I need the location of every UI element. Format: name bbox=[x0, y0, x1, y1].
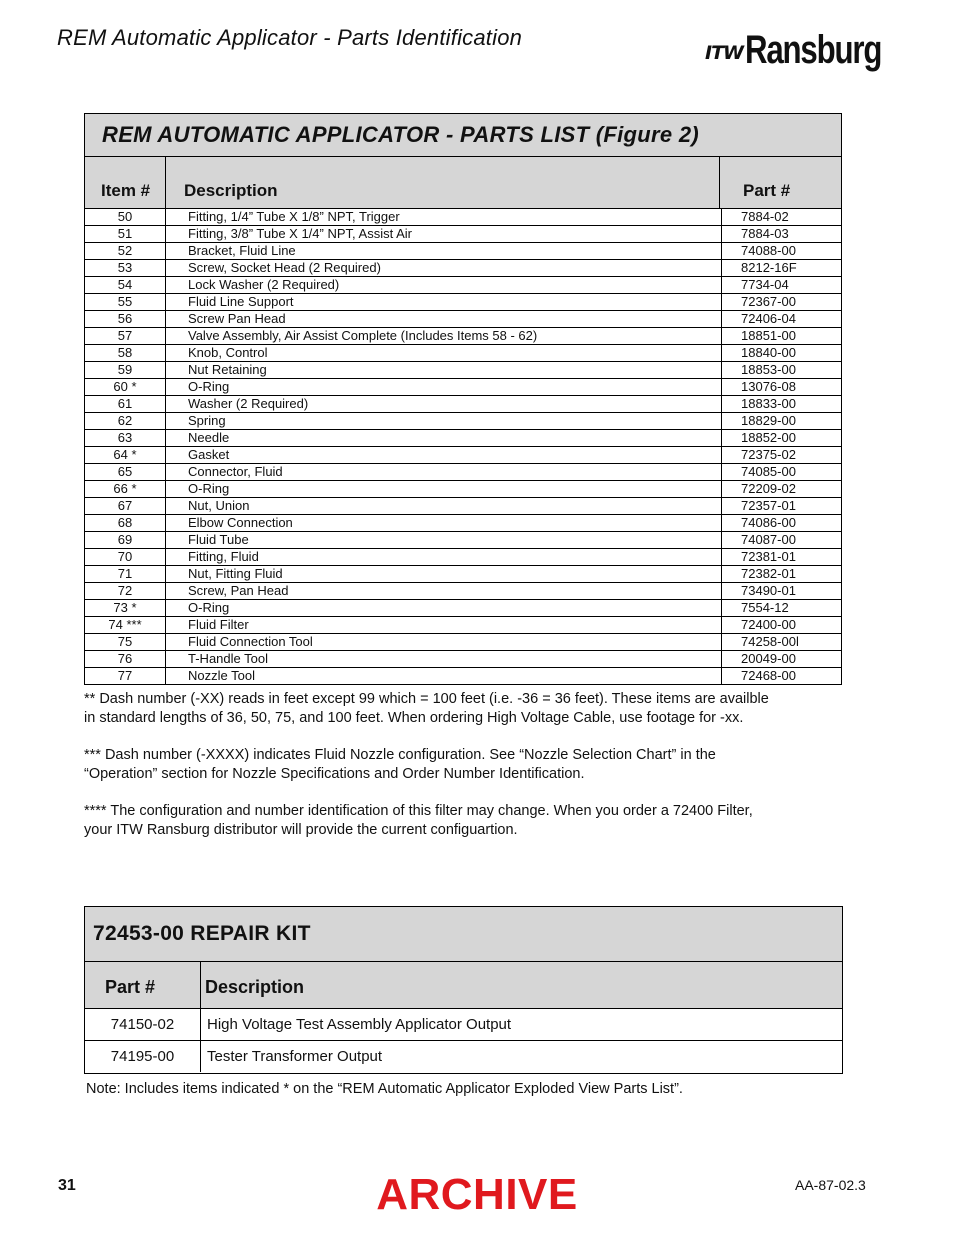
table-row bbox=[85, 481, 841, 498]
item-number: 70 bbox=[85, 549, 166, 566]
table-row bbox=[85, 464, 841, 481]
item-number: 57 bbox=[85, 328, 166, 345]
kit-part-description: Tester Transformer Output bbox=[207, 1048, 383, 1065]
part-description: Fitting, 3/8” Tube X 1/4” NPT, Assist Air bbox=[166, 226, 722, 243]
part-description: O-Ring bbox=[166, 481, 722, 498]
part-description: Nozzle Tool bbox=[166, 668, 722, 685]
table-row bbox=[85, 260, 841, 277]
item-number: 69 bbox=[85, 532, 166, 549]
part-number: 18852-00 bbox=[722, 430, 842, 447]
repair-kit-note: Note: Includes items indicated * on the “REM Automatic Applicator Exploded View Parts List”. bbox=[86, 1081, 683, 1097]
item-number: 68 bbox=[85, 515, 166, 532]
part-number: 72400-00 bbox=[722, 617, 842, 634]
item-number: 59 bbox=[85, 362, 166, 379]
table-row bbox=[85, 311, 841, 328]
item-number: 62 bbox=[85, 413, 166, 430]
table-row bbox=[85, 345, 841, 362]
item-number: 75 bbox=[85, 634, 166, 651]
part-description: Nut, Union bbox=[166, 498, 722, 515]
part-number: 18851-00 bbox=[722, 328, 842, 345]
part-description: Screw, Pan Head bbox=[166, 583, 722, 600]
table-row bbox=[85, 600, 841, 617]
table-row bbox=[85, 651, 841, 668]
item-number: 76 bbox=[85, 651, 166, 668]
footnote-filter: **** The configuration and number identification of this filter may change. When you order a 72400 Filter, your ITW Ransburg distributor will provide the current configuartion. bbox=[84, 803, 753, 838]
repair-kit-table bbox=[84, 906, 843, 1074]
part-description: Nut Retaining bbox=[166, 362, 722, 379]
part-number: 72381-01 bbox=[722, 549, 842, 566]
page-number: 31 bbox=[58, 1177, 76, 1194]
item-number: 54 bbox=[85, 277, 166, 294]
part-description: Connector, Fluid bbox=[166, 464, 722, 481]
item-number: 73 * bbox=[85, 600, 166, 617]
part-description: Needle bbox=[166, 430, 722, 447]
table-row bbox=[85, 617, 841, 634]
kit-part-number: 74150-02 bbox=[85, 1009, 201, 1041]
table-row bbox=[85, 328, 841, 345]
item-number: 72 bbox=[85, 583, 166, 600]
table-row bbox=[85, 447, 841, 464]
part-number: 18853-00 bbox=[722, 362, 842, 379]
table-row bbox=[85, 379, 841, 396]
part-number: 7884-02 bbox=[722, 209, 842, 226]
archive-watermark: ARCHIVE bbox=[376, 1170, 578, 1219]
part-description: O-Ring bbox=[166, 379, 722, 396]
kit-column-header-part: Part # bbox=[105, 977, 156, 997]
part-number: 74088-00 bbox=[722, 243, 842, 260]
kit-column-header-description: Description bbox=[205, 977, 305, 997]
part-description: Fluid Tube bbox=[166, 532, 722, 549]
item-number: 60 * bbox=[85, 379, 166, 396]
item-number: 55 bbox=[85, 294, 166, 311]
item-number: 67 bbox=[85, 498, 166, 515]
table-row bbox=[85, 294, 841, 311]
part-number: 74087-00 bbox=[722, 532, 842, 549]
part-number: 72406-04 bbox=[722, 311, 842, 328]
table-row bbox=[85, 1041, 842, 1073]
part-number: 13076-08 bbox=[722, 379, 842, 396]
part-description: Spring bbox=[166, 413, 722, 430]
table-row bbox=[85, 583, 841, 600]
part-description: Fluid Filter bbox=[166, 617, 722, 634]
part-number: 72382-01 bbox=[722, 566, 842, 583]
item-number: 66 * bbox=[85, 481, 166, 498]
item-number: 53 bbox=[85, 260, 166, 277]
table-row bbox=[85, 209, 841, 226]
part-description: O-Ring bbox=[166, 600, 722, 617]
table-row bbox=[85, 668, 841, 685]
footnotes bbox=[84, 690, 784, 858]
item-number: 58 bbox=[85, 345, 166, 362]
table-row bbox=[85, 226, 841, 243]
part-number: 74085-00 bbox=[722, 464, 842, 481]
item-number: 56 bbox=[85, 311, 166, 328]
item-number: 74 *** bbox=[85, 617, 166, 634]
table-row bbox=[85, 566, 841, 583]
table-row bbox=[85, 243, 841, 260]
part-number: 72375-02 bbox=[722, 447, 842, 464]
item-number: 77 bbox=[85, 668, 166, 685]
part-description: Fitting, 1/4” Tube X 1/8” NPT, Trigger bbox=[166, 209, 722, 226]
part-number: 72357-01 bbox=[722, 498, 842, 515]
footnote-dash-xxxx: *** Dash number (-XXXX) indicates Fluid Nozzle configuration. See “Nozzle Selection Chart” in the “Operation” section for Nozzle Specifications and Order Number Identification. bbox=[84, 747, 716, 782]
item-number: 63 bbox=[85, 430, 166, 447]
part-description: Washer (2 Required) bbox=[166, 396, 722, 413]
table-row bbox=[85, 532, 841, 549]
table-row bbox=[85, 362, 841, 379]
part-description: Gasket bbox=[166, 447, 722, 464]
table-row bbox=[85, 430, 841, 447]
table-row bbox=[85, 515, 841, 532]
part-number: 7734-04 bbox=[722, 277, 842, 294]
page-header-title: REM Automatic Applicator - Parts Identification bbox=[57, 25, 523, 50]
part-description: Nut, Fitting Fluid bbox=[166, 566, 722, 583]
item-number: 52 bbox=[85, 243, 166, 260]
part-number: 72367-00 bbox=[722, 294, 842, 311]
part-number: 20049-00 bbox=[722, 651, 842, 668]
column-header-part: Part # bbox=[743, 181, 791, 200]
part-description: Lock Washer (2 Required) bbox=[166, 277, 722, 294]
item-number: 64 * bbox=[85, 447, 166, 464]
repair-kit-title: 72453-00 REPAIR KIT bbox=[85, 907, 842, 962]
item-number: 51 bbox=[85, 226, 166, 243]
part-description: Knob, Control bbox=[166, 345, 722, 362]
part-number: 7554-12 bbox=[722, 600, 842, 617]
parts-list-title: REM AUTOMATIC APPLICATOR - PARTS LIST (Figure 2) bbox=[85, 114, 841, 157]
table-row bbox=[85, 1009, 842, 1041]
table-row bbox=[85, 277, 841, 294]
part-description: Fluid Line Support bbox=[166, 294, 722, 311]
part-number: 18840-00 bbox=[722, 345, 842, 362]
item-number: 50 bbox=[85, 209, 166, 226]
part-number: 18829-00 bbox=[722, 413, 842, 430]
repair-kit-column-headers bbox=[85, 962, 842, 1009]
part-number: 8212-16F bbox=[722, 260, 842, 277]
part-number: 7884-03 bbox=[722, 226, 842, 243]
part-number: 72468-00 bbox=[741, 668, 796, 683]
part-description: Screw Pan Head bbox=[166, 311, 722, 328]
table-row bbox=[85, 549, 841, 566]
part-number: 74258-00l bbox=[722, 634, 842, 651]
part-description: T-Handle Tool bbox=[166, 651, 722, 668]
logo-name: Ransburg bbox=[745, 28, 882, 72]
parts-list-column-headers bbox=[85, 157, 841, 209]
table-row bbox=[85, 396, 841, 413]
part-number: 73490-01 bbox=[722, 583, 842, 600]
table-row bbox=[85, 413, 841, 430]
parts-list-table bbox=[84, 113, 842, 685]
part-number: 72209-02 bbox=[722, 481, 842, 498]
itw-ransburg-logo bbox=[705, 20, 920, 70]
part-description: Fitting, Fluid bbox=[166, 549, 722, 566]
part-description: Bracket, Fluid Line bbox=[166, 243, 722, 260]
kit-part-description: High Voltage Test Assembly Applicator Output bbox=[201, 1009, 843, 1041]
part-description: Valve Assembly, Air Assist Complete (Includes Items 58 - 62) bbox=[166, 328, 722, 345]
part-number: 74086-00 bbox=[722, 515, 842, 532]
repair-kit-body bbox=[85, 1009, 842, 1072]
logo-prefix: ITW bbox=[705, 42, 743, 64]
footnote-dash-xx: ** Dash number (-XX) reads in feet except 99 which = 100 feet (i.e. -36 = 36 feet). These items are availble in standard lengths of 36, 50, 75, and 100 feet. When ordering High Voltage Cable, use footage for -xx. bbox=[84, 691, 769, 726]
part-description: Fluid Connection Tool bbox=[166, 634, 722, 651]
table-row bbox=[85, 498, 841, 515]
document-number: AA-87-02.3 bbox=[795, 1177, 866, 1193]
item-number: 71 bbox=[85, 566, 166, 583]
column-header-description: Description bbox=[184, 181, 278, 200]
part-description: Screw, Socket Head (2 Required) bbox=[166, 260, 722, 277]
part-description: Elbow Connection bbox=[166, 515, 722, 532]
kit-part-number: 74195-00 bbox=[85, 1041, 201, 1073]
column-header-item: Item # bbox=[101, 181, 151, 200]
part-number: 18833-00 bbox=[722, 396, 842, 413]
table-row bbox=[85, 634, 841, 651]
item-number: 61 bbox=[85, 396, 166, 413]
parts-list-body bbox=[85, 209, 841, 684]
item-number: 65 bbox=[85, 464, 166, 481]
